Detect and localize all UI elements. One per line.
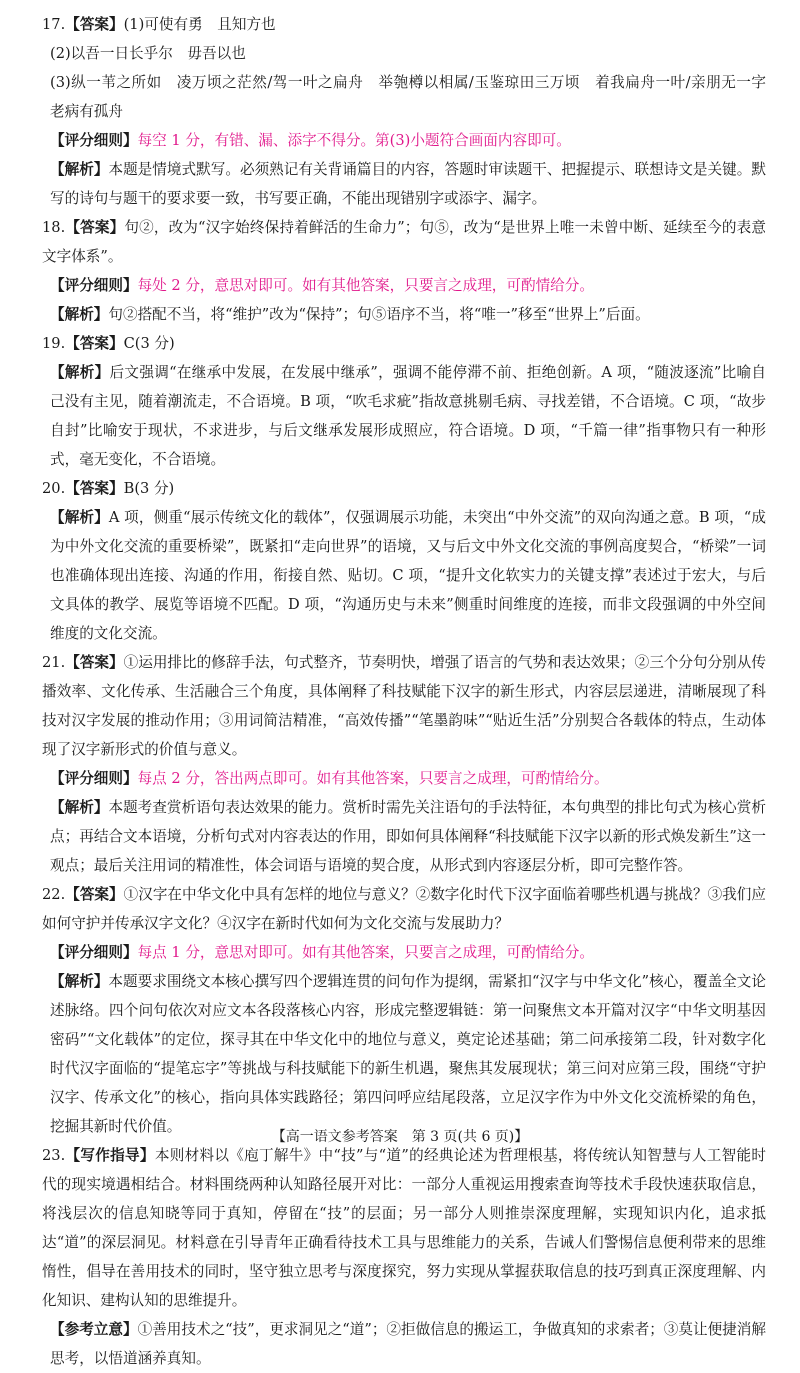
analysis-text: 本题要求围绕文本核心撰写四个逻辑连贯的问句作为提纲，需紧扣“汉字与中华文化”核心，覆盖全文论述脉络。四个问句依次对应文本各段落核心内容，形成完整逻辑链：第一问聚焦文本开篇对汉字“中华文明基因密码”“文化载体”的定位，探寻其在中华文化中的地位与意义，奠定论述基础；第二问承接第二段，针对数字化时代汉字面临的“提笔忘字”等挑战与科技赋能下的新生机遇，聚焦其发展现状；第三问对应第三段，围绕“守护汉字、传承文化”的核心，指向具体实践路径；第四问呼应结尾段落，立足汉字作为中外文化交流桥梁的角色，挖掘其新时代价值。 [50,973,766,1135]
analysis-tag: 【解析】 [50,509,109,526]
ideas-tag: 【参考立意】 [50,1321,138,1338]
q17-answer-line3: (3)纵一苇之所如 凌万顷之茫然/驾一叶之扁舟 举匏樽以相属/玉鉴琼田三万顷 着我扁舟一叶/亲朋无一字 老病有孤舟 [50,74,781,120]
q17-analysis [42,155,766,213]
question-18 [42,213,766,329]
ideas-text: ①善用技术之“技”，更求洞见之“道”；②拒做信息的搬运工，争做真知的求索者；③莫让便捷消解思考，以悟道涵养真知。 [50,1321,766,1367]
question-19 [42,329,766,474]
analysis-tag: 【解析】 [50,364,110,381]
q17-answer-line2: (2)以吾一日长乎尔 毋吾以也 [50,45,246,62]
rubric-tag: 【评分细则】 [50,277,138,294]
question-number: 21. [42,654,66,671]
answer-tag: 【答案】 [65,480,124,497]
q19-analysis [42,358,766,474]
answer-text: 句②，改为“汉字始终保持着鲜活的生命力”；句⑤，改为“是世界上唯一未曾中断、延续至今的表意文字体系”。 [42,219,766,265]
answer-tag: 【答案】 [65,886,124,903]
question-23 [42,1141,766,1373]
question-21 [42,648,766,880]
analysis-text: A 项，侧重“展示传统文化的载体”，仅强调展示功能，未突出“中外交流”的双向沟通之意。B 项，“成为中外文化交流的重要桥梁”，既紧扣“走向世界”的语境，又与后文中外文化交流的事例高度契合，“桥梁”一词也准确体现出连接、沟通的作用，衔接自然、贴切。C 项，“提升文化软实力的关键支撑”表述过于宏大，与后文具体的教学、展览等语境不匹配。D 项，“沟通历史与未来”侧重时间维度的连接，而非文段强调的中外空间维度的文化交流。 [50,509,766,642]
answer-text: ①汉字在中华文化中具有怎样的地位与意义？②数字化时代下汉字面临着哪些机遇与挑战？③我们应如何守护并传承汉字文化？④汉字在新时代如何为文化交流与发展助力？ [42,886,766,932]
q23-guide [42,1141,766,1315]
q22-answer [42,880,766,938]
q20-answer [42,474,766,503]
question-number: 17. [42,16,66,33]
answer-tag: 【答案】 [65,654,124,671]
guide-tag: 【写作指导】 [65,1147,155,1164]
q21-answer [42,648,766,764]
answer-text: ①运用排比的修辞手法，句式整齐，节奏明快，增强了语言的气势和表达效果；②三个分句分别从传播效率、文化传承、生活融合三个角度，具体阐释了科技赋能下汉字的新生形式，内容层层递进，清晰展现了科技对汉字发展的推动作用；③用词简洁精准，“高效传播”“笔墨韵味”“贴近生活”分别契合各载体的特点，生动体现了汉字新形式的价值与意义。 [42,654,766,758]
rubric-tag: 【评分细则】 [50,132,138,149]
question-22 [42,880,766,1141]
q18-rubric [42,271,766,300]
q23-ideas [42,1315,766,1373]
answer-tag: 【答案】 [65,16,124,33]
q17-answer-line1 [42,10,766,39]
page-footer: 【高一语文参考答案 第 3 页(共 6 页)】 [271,1129,529,1145]
guide-text: 本则材料以《庖丁解牛》中“技”与“道”的经典论述为哲理根基，将传统认知智慧与人工智能时代的现实境遇相结合。材料围绕两种认知路径展开对比：一部分人重视运用搜索查询等技术手段快速获取信息，将浅层次的信息知晓等同于真知，停留在“技”的层面；另一部分人则推崇深度理解，实现知识内化，追求抵达“道”的深层洞见。材料意在引导青年正确看待技术工具与思维能力的关系，告诫人们警惕信息便利带来的思维惰性，倡导在善用技术的同时，坚守独立思考与深度探究，努力实现从掌握获取信息的技巧到真正深度理解、内化知识、建构认知的思维提升。 [42,1147,766,1309]
analysis-tag: 【解析】 [50,973,109,990]
rubric-text: 每空 1 分，有错、漏、添字不得分。第(3)小题符合画面内容即可。 [137,132,571,149]
analysis-tag: 【解析】 [50,306,109,323]
q21-analysis [42,793,766,880]
q18-analysis [42,300,766,329]
analysis-text: 句②搭配不当，将“维护”改为“保持”；句⑤语序不当，将“唯一”移至“世界上”后面。 [108,306,650,323]
q17-rubric [42,126,766,155]
rubric-text: 每处 2 分，意思对即可。如有其他答案，只要言之成理，可酌情给分。 [137,277,594,294]
analysis-tag: 【解析】 [50,799,109,816]
q22-analysis [42,967,766,1141]
q19-answer [42,329,766,358]
q22-rubric [42,938,766,967]
analysis-text: 后文强调“在继承中发展，在发展中继承”，强调不能停滞不前、拒绝创新。A 项，“随波逐流”比喻自己没有主见，随着潮流走，不合语境。B 项，“吹毛求疵”指故意挑剔毛病、寻找差错，不合语境。C 项，“故步自封”比喻安于现状，不求进步，与后文继承发展形成照应，符合语境。D 项，“千篇一律”指事物只有一种形式，毫无变化，不合语境。 [50,364,766,468]
question-number: 19. [42,335,66,352]
answer-tag: 【答案】 [65,219,125,236]
rubric-text: 每点 1 分，意思对即可。如有其他答案，只要言之成理，可酌情给分。 [137,944,594,961]
rubric-tag: 【评分细则】 [50,770,138,787]
rubric-text: 每点 2 分，答出两点即可。如有其他答案，只要言之成理，可酌情给分。 [137,770,609,787]
answer-text: B(3 分) [123,480,175,497]
analysis-text: 本题是情境式默写。必须熟记有关背诵篇目的内容，答题时审读题干、把握提示、联想诗文是关键。默写的诗句与题干的要求要一致，书写要正确，不能出现错别字或添字、漏字。 [50,161,766,207]
question-number: 20. [42,480,66,497]
question-number: 18. [42,219,66,236]
rubric-tag: 【评分细则】 [50,944,138,961]
question-17 [42,10,781,213]
question-number: 23. [42,1147,66,1164]
analysis-tag: 【解析】 [50,161,109,178]
analysis-text: 本题考查赏析语句表达效果的能力。赏析时需先关注语句的手法特征，本句典型的排比句式为核心赏析点；再结合文本语境，分析句式对内容表达的作用，即如何具体阐释“科技赋能下汉字以新的形式焕发新生”这一观点；最后关注用词的精准性，体会词语与语境的契合度，从形式到内容逐层分析，即可完整作答。 [50,799,766,874]
question-20 [42,474,766,648]
q20-analysis [42,503,766,648]
answer-text: C(3 分) [123,335,175,352]
q17-answer-text-1: (1)可使有勇 且知方也 [123,16,276,33]
answer-tag: 【答案】 [65,335,124,352]
question-number: 22. [42,886,66,903]
q18-answer [42,213,766,271]
q21-rubric [42,764,766,793]
